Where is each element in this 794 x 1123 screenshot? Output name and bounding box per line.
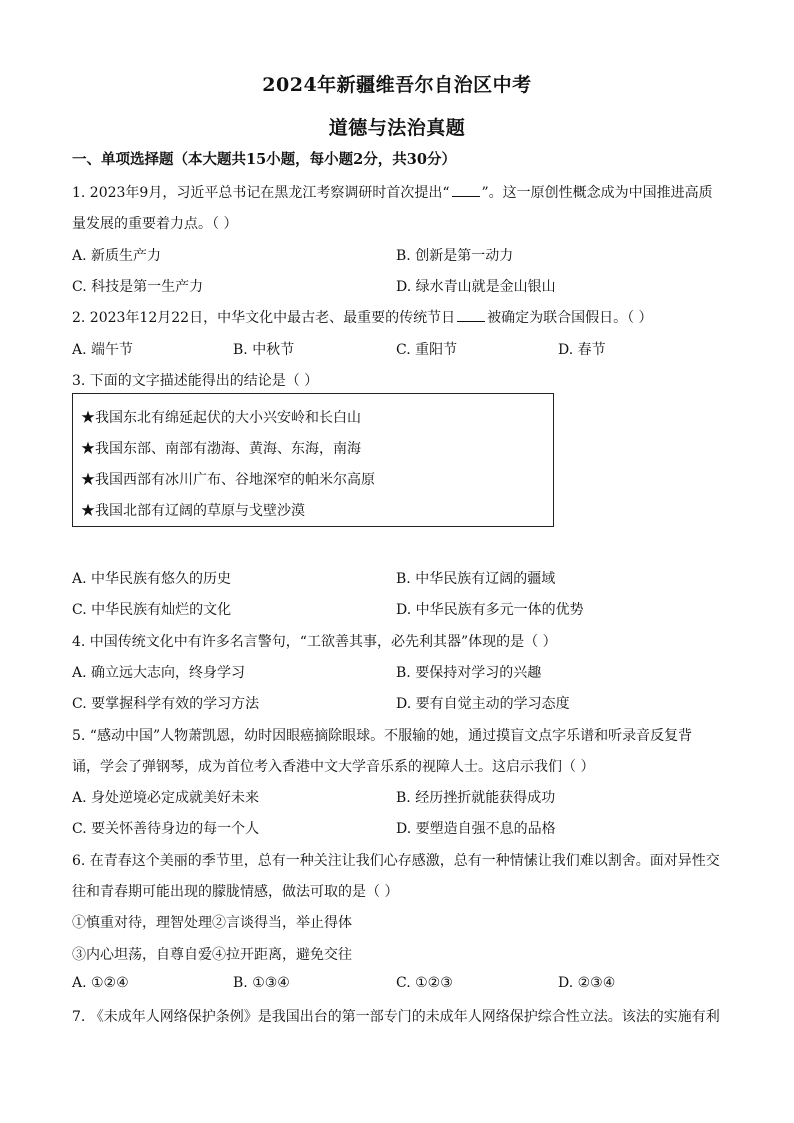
question-1-option-b: B. 创新是第一动力 [396,248,514,264]
question-6-statements: ③内心坦荡，自尊自爱④拉开距离，避免交往 [72,947,352,963]
exam-title: 2024年新疆维吾尔自治区中考 [262,74,532,96]
answer-blank [452,184,480,197]
question-1-option-c: C. 科技是第一生产力 [72,279,204,295]
material-line: ★我国东部、南部有渤海、黄海、东海，南海 [81,441,361,457]
question-1-option-a: A. 新质生产力 [72,248,162,264]
question-4-option-d: D. 要有自觉主动的学习态度 [396,696,570,712]
question-6-option-c: C. ①②③ [396,975,453,991]
question-6-option-d: D. ②③④ [558,975,616,991]
question-2-stem-part: 被确定为联合国假日。（ ） [487,310,653,326]
question-6-statements: ①慎重对待，理智处理②言谈得当，举止得体 [72,915,352,931]
question-2-option-c: C. 重阳节 [396,342,458,358]
question-3-option-a: A. 中华民族有悠久的历史 [72,571,232,587]
question-2-stem [72,307,653,327]
question-5-option-a: A. 身处逆境必定成就美好未来 [72,790,260,806]
question-5-option-d: D. 要塑造自强不息的品格 [396,821,556,837]
question-3-material-box [72,393,554,527]
question-4-option-c: C. 要掌握科学有效的学习方法 [72,696,260,712]
question-3-option-d: D. 中华民族有多元一体的优势 [396,602,584,618]
question-2-option-a: A. 端午节 [72,342,134,358]
question-6-stem-continued: 往和青春期可能出现的朦胧情感，做法可取的是（ ） [72,884,399,900]
question-4-stem: 4. 中国传统文化中有许多名言警句，“工欲善其事，必先利其器”体现的是（ ） [72,634,557,650]
question-1-stem-continued: 量发展的重要着力点。（ ） [72,216,238,232]
question-4-option-a: A. 确立远大志向，终身学习 [72,665,246,681]
question-2-option-d: D. 春节 [558,342,606,358]
question-5-stem-continued: 诵，学会了弹钢琴，成为首位考入香港中文大学音乐系的视障人士。这启示我们（ ） [72,759,595,775]
question-6-stem: 6. 在青春这个美丽的季节里，总有一种关注让我们心存感激，总有一种情愫让我们难以割舍。面对异性交 [72,853,720,869]
material-line: ★我国东北有绵延起伏的大小兴安岭和长白山 [81,410,361,426]
question-1-option-d: D. 绿水青山就是金山银山 [396,279,556,295]
question-5-option-c: C. 要关怀善待身边的每一个人 [72,821,260,837]
question-6-option-b: B. ①③④ [233,975,290,991]
question-4-option-b: B. 要保持对学习的兴趣 [396,665,542,681]
answer-blank [457,309,485,322]
question-6-option-a: A. ①②④ [72,975,129,991]
section-heading: 一、单项选择题（本大题共15小题，每小题2分，共30分） [72,151,456,168]
question-7-stem: 7. 《未成年人网络保护条例》是我国出台的第一部专门的未成年人网络保护综合性立法。该法的实施有利 [72,1009,720,1025]
question-3-option-c: C. 中华民族有灿烂的文化 [72,602,232,618]
question-1-stem [72,182,713,202]
question-5-option-b: B. 经历挫折就能获得成功 [396,790,556,806]
question-3-stem: 3. 下面的文字描述能得出的结论是（ ） [72,373,319,389]
question-1-stem-part: ”。这一原创性概念成为中国推进高质 [481,185,713,201]
question-1-stem-part: 1. 2023年9月，习近平总书记在黑龙江考察调研时首次提出“ [72,185,450,201]
material-line: ★我国北部有辽阔的草原与戈壁沙漠 [81,503,305,519]
question-2-stem-part: 2. 2023年12月22日，中华文化中最古老、最重要的传统节日 [72,310,456,326]
question-5-stem: 5. “感动中国”人物萧凯恩，幼时因眼癌摘除眼球。不服输的她，通过摸盲文点字乐谱和听录音反复背 [72,728,693,744]
question-2-option-b: B. 中秋节 [233,342,295,358]
material-line: ★我国西部有冰川广布、谷地深窄的帕米尔高原 [81,472,375,488]
exam-subtitle: 道德与法治真题 [328,117,466,139]
question-3-option-b: B. 中华民族有辽阔的疆域 [396,571,556,587]
